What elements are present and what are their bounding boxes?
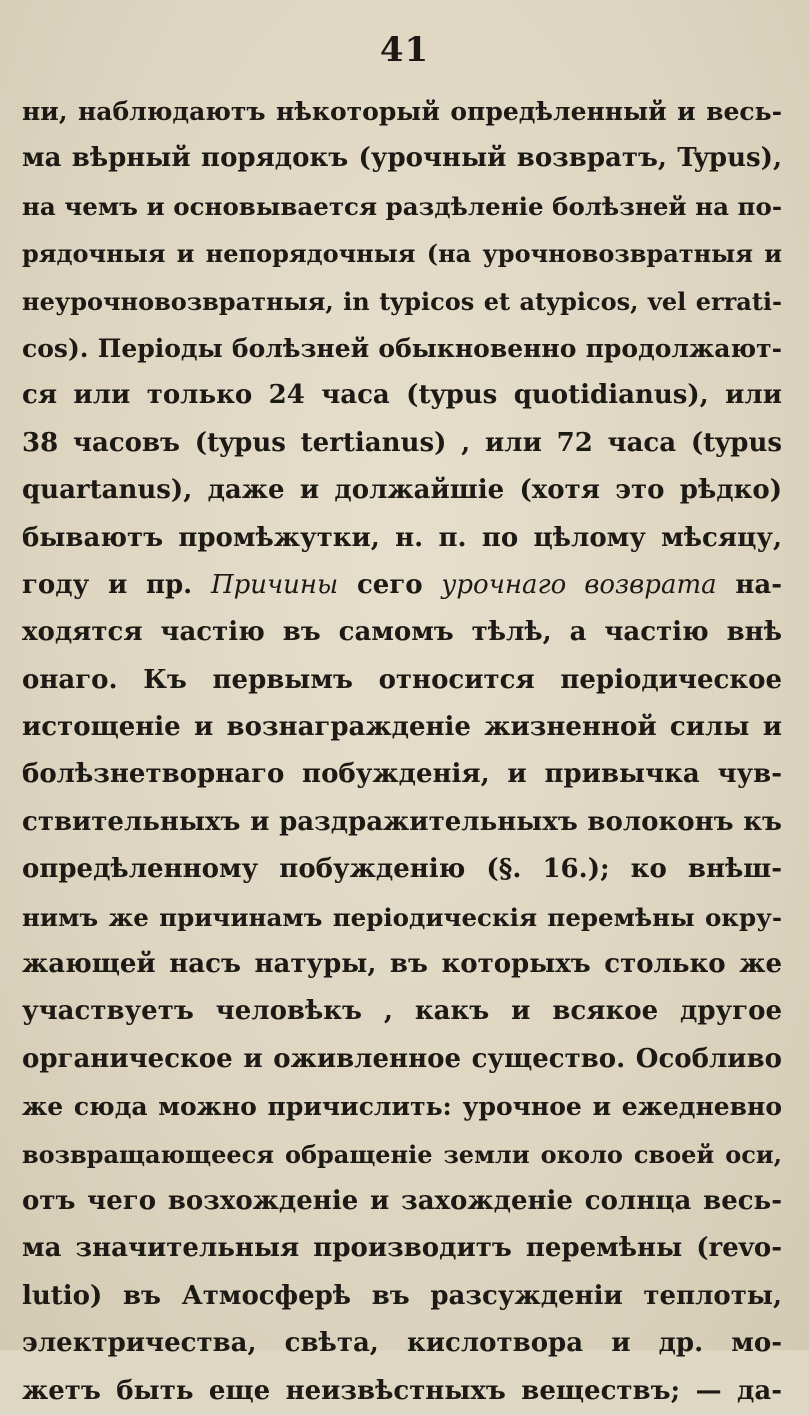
text-run: lutio) въ Атмосферѣ въ разсужденіи теплоты, [22,1280,782,1311]
text-run: участвуетъ человѣкъ , какъ и всякое другое [22,996,782,1027]
text-run: истощеніе и вознагражденіе жизненной силы и [22,712,782,743]
text-run: нимъ же причинамъ періодическія перемѣны окру- [22,902,782,932]
text-line [22,467,782,514]
text-line [22,325,782,372]
italic-run: Причины [210,569,339,600]
text-line [22,1178,782,1225]
text-line [22,88,782,135]
text-line [22,799,782,846]
text-line [22,1083,782,1130]
text-line [22,1273,782,1320]
text-line [22,846,782,893]
text-line [22,894,782,941]
text-line [22,1320,782,1367]
text-run: же сюда можно причислить: урочное и ежедневно [22,1092,782,1122]
text-run: рядочныя и непорядочныя (на урочновозвратныя и [22,239,782,269]
text-line [22,941,782,988]
text-run: ся или только 24 часа (typus quotidianus), или [22,380,782,411]
text-line [22,135,782,182]
text-line [22,1131,782,1178]
text-run: ма значительныя производитъ перемѣны (revo- [22,1233,782,1264]
text-run: ма вѣрный порядокъ (урочный возвратъ, Typus), [22,143,782,174]
text-run: году и пр. [22,569,211,600]
text-line [22,609,782,656]
text-run: жающей насъ натуры, въ которыхъ столько же [22,949,782,980]
body-text [22,88,782,1415]
text-run: бываютъ промѣжутки, н. п. по цѣлому мѣсяцу, [22,522,782,553]
text-line [22,278,782,325]
text-run: жетъ быть еще неизвѣстныхъ веществъ; — да- [22,1375,782,1406]
text-run: неурочновозвратныя, in typicos et atypicos, vel errati- [22,286,782,316]
text-line [22,372,782,419]
text-run: сего [338,569,442,600]
text-run: cos). Періоды болѣзней обыкновенно продолжают- [22,333,782,363]
text-run: на- [716,569,782,600]
text-run: ходятся частію въ самомъ тѣлѣ, а частію внѣ [22,617,782,648]
italic-run: урочнаго возврата [441,569,717,600]
text-run: 38 часовъ (typus tertianus) , или 72 часа (typus [22,427,782,458]
text-line [22,183,782,230]
text-line [22,420,782,467]
text-run: ни, наблюдаютъ нѣкоторый опредѣленный и весь- [22,97,782,126]
text-line [22,704,782,751]
text-run: онаго. Къ первымъ относится періодическое [22,664,782,695]
text-line [22,562,782,609]
text-line [22,657,782,704]
text-line [22,1225,782,1272]
text-line [22,230,782,277]
text-line [22,751,782,798]
text-run: опредѣленному побужденію (§. 16.); ко внѣш- [22,854,782,885]
text-line [22,1036,782,1083]
text-run: болѣзнетворнаго побужденія, и привычка чув- [22,759,782,790]
text-run: электричества, свѣта, кислотвора и др. мо- [22,1328,782,1359]
text-line [22,1368,782,1415]
text-run: ствительныхъ и раздражительныхъ волоконъ къ [22,806,782,837]
text-run: quartanus), даже и должайшіе (хотя это рѣдко) [22,475,782,506]
text-run: на чемъ и основывается раздѣленіе болѣзней на по- [22,191,782,221]
text-run: возвращающееся обращеніе земли около своей оси, [22,1139,782,1169]
text-run: отъ чего возхожденіе и захожденіе солнца весь- [22,1185,782,1216]
text-run: органическое и оживленное существо. Особливо [22,1043,782,1074]
text-line [22,515,782,562]
page-number: 41 [379,30,430,70]
text-line [22,988,782,1035]
